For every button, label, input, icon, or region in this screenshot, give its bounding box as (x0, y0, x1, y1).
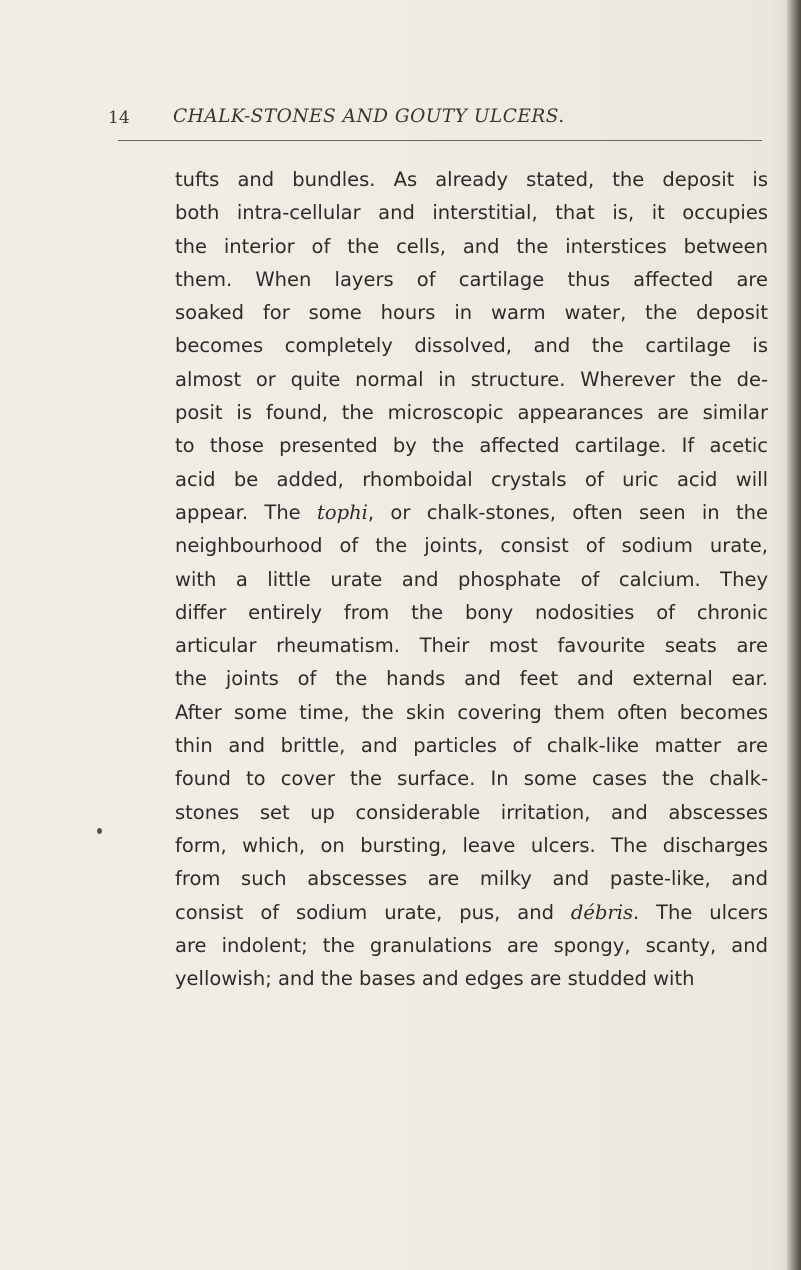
italic-term: tophi (317, 500, 368, 524)
text-line: acid be added, rhomboidal crystals of uric acid will (175, 467, 768, 491)
text-segment: consist of sodium urate, pus, and (175, 900, 571, 924)
text-segment: , or chalk-stones, often seen in the (367, 500, 768, 524)
page-number: 14 (108, 108, 130, 128)
text-line: with a little urate and phosphate of calcium. They (175, 567, 768, 591)
text-line: articular rheumatism. Their most favourite seats are (175, 634, 768, 658)
text-line: becomes completely dissolved, and the cartilage is (175, 334, 768, 358)
text-line: thin and brittle, and particles of chalk-like matter are (175, 734, 768, 758)
running-title: CHALK-STONES AND GOUTY ULCERS. (173, 106, 565, 127)
text-segment: appear. The (175, 500, 318, 524)
text-line: neighbourhood of the joints, consist of sodium urate, (175, 534, 768, 558)
text-line: After some time, the skin covering them often becomes (175, 700, 768, 724)
text-segment: . The ulcers (633, 900, 768, 924)
body-text (175, 163, 768, 995)
text-line: found to cover the surface. In some cases the chalk- (175, 767, 768, 791)
ink-speck (97, 828, 102, 834)
text-line: yellowish; and the bases and edges are studded with (175, 967, 695, 991)
text-line: the joints of the hands and feet and external ear. (175, 667, 768, 691)
text-line: stones set up considerable irritation, and abscesses (175, 800, 768, 824)
text-line (175, 896, 768, 929)
text-line: differ entirely from the bony nodosities of chronic (175, 600, 768, 624)
italic-term: débris (570, 900, 633, 924)
text-line: form, which, on bursting, leave ulcers. The discharges (175, 833, 768, 857)
text-line: both intra-cellular and interstitial, that is, it occupies (175, 201, 768, 225)
text-line: posit is found, the microscopic appearances are similar (175, 401, 768, 425)
text-line: from such abscesses are milky and paste-like, and (175, 867, 768, 891)
text-line: almost or quite normal in structure. Wherever the de- (175, 367, 768, 391)
text-line: to those presented by the affected cartilage. If acetic (175, 434, 768, 458)
page-header (108, 106, 763, 140)
text-line: soaked for some hours in warm water, the deposit (175, 301, 768, 325)
text-line: the interior of the cells, and the interstices between (175, 234, 768, 258)
page-edge-shadow (787, 0, 801, 1270)
text-line: them. When layers of cartilage thus affected are (175, 267, 768, 291)
text-line: tufts and bundles. As already stated, the deposit is (175, 168, 768, 191)
text-line (175, 496, 768, 529)
header-rule (118, 140, 762, 141)
text-line: are indolent; the granulations are spongy, scanty, and (175, 933, 768, 957)
